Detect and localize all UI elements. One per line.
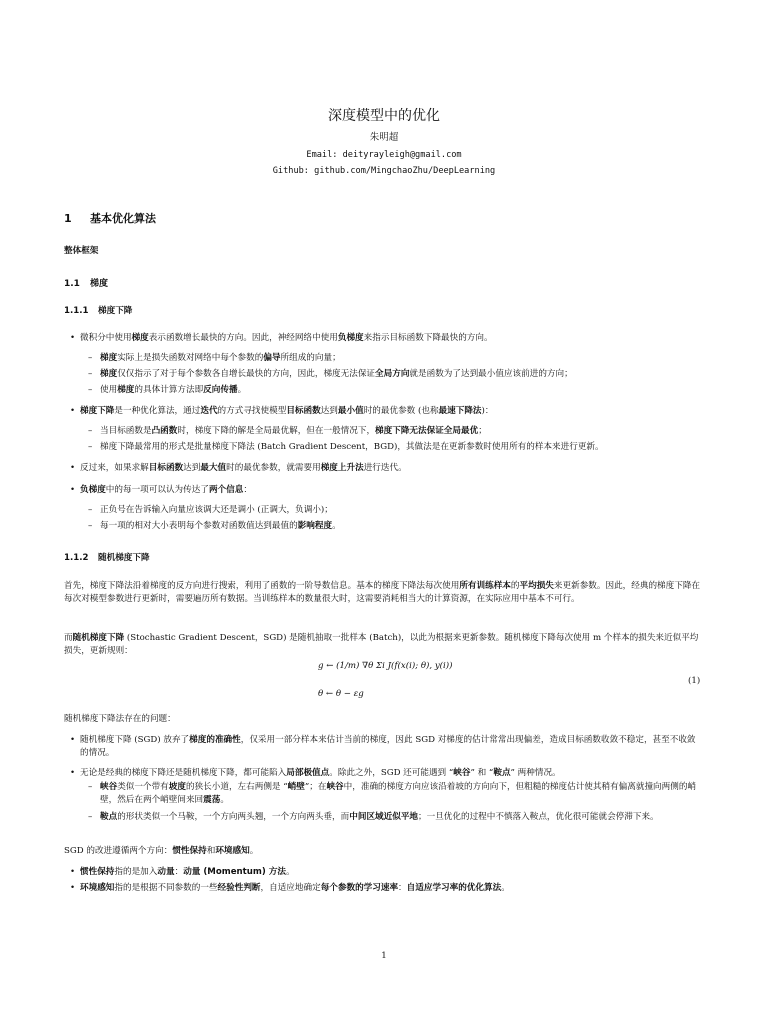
subsection-heading: 1.1 梯度	[64, 279, 109, 289]
list-item: • 惯性保持指的是加入动量：动量 (Momentum) 方法。	[80, 866, 700, 879]
list-item: • 环境感知指的是根据不同参数的一些经验性判断，自适应地确定每个参数的学习速率：自适应学习率的优化算法。	[80, 882, 700, 895]
paragraph-heading: 整体框架	[64, 246, 99, 256]
list-item: • 微积分中使用梯度表示函数增长最快的方向。因此，神经网络中使用负梯度来指示目标函数下降最快的方向。	[80, 332, 700, 345]
list-item: – 峡谷类似一个带有坡度的狭长小道，左右两侧是 “峭壁”；在峡谷中，准确的梯度方向应该沿着坡的方向向下，但粗糙的梯度估计使其稍有偏离就撞向两侧的峭壁，然后在两个峭壁间来回震荡。	[100, 781, 700, 808]
list-item: – 梯度下降最常用的形式是批量梯度下降法 (Batch Gradient Descent，BGD)，其做法是在更新参数时使用所有的样本来进行更新。	[100, 441, 700, 454]
list-item: – 每一项的相对大小表明每个参数对函数值达到最值的影响程度。	[100, 520, 700, 533]
list-item: • 负梯度中的每一项可以认为传达了两个信息：	[80, 484, 700, 497]
list-item: • 随机梯度下降 (SGD) 放弃了梯度的准确性，仅采用一部分样本来估计当前的梯度，因此 SGD 对梯度的估计常常出现偏差，造成目标函数收敛不稳定，甚至不收敛的情况。	[80, 734, 700, 761]
list-item: – 梯度实际上是损失函数对网络中每个参数的偏导所组成的向量；	[100, 352, 700, 365]
page-number: 1	[381, 951, 387, 961]
paragraph: SGD 的改进遵循两个方向：惯性保持和环境感知。	[64, 846, 259, 856]
paragraph: 而随机梯度下降 (Stochastic Gradient Descent，SGD) 是随机抽取一批样本 (Batch)，以此为根据来更新参数。随机梯度下降每次使用 m 个样本的损失来近似平均损失，更新规则：	[64, 633, 699, 657]
equation-update: θ ← θ − εg	[318, 689, 364, 699]
list-item: – 使用梯度的具体计算方法即反向传播。	[100, 384, 700, 397]
list-item: • 无论是经典的梯度下降还是随机梯度下降，都可能陷入局部极值点。除此之外，SGD 还可能遇到 “峡谷” 和 “鞍点” 两种情况。	[80, 767, 700, 780]
equation-number: (1)	[688, 676, 701, 686]
list-item: – 正负号在告诉输入向量应该调大还是调小 (正调大，负调小)；	[100, 504, 700, 517]
list-item: – 梯度仅仅指示了对于每个参数各自增长最快的方向，因此，梯度无法保证全局方向就是函数为了达到最小值应该前进的方向；	[100, 368, 700, 381]
list-item: • 梯度下降是一种优化算法，通过迭代的方式寻找使模型目标函数达到最小值时的最优参数 (也称最速下降法)：	[80, 405, 700, 418]
github-link: Github: github.com/MingchaoZhu/DeepLearning	[272, 166, 496, 176]
author-name: 朱明超	[369, 132, 399, 143]
paragraph: 随机梯度下降法存在的问题：	[64, 714, 176, 724]
subsubsection-heading-gd: 1.1.1 梯度下降	[64, 306, 133, 316]
list-item: – 鞍点的形状类似一个马鞍，一个方向两头翘，一个方向两头垂，而中间区域近似平地；一旦优化的过程中不慎落入鞍点，优化很可能就会停滞下来。	[100, 811, 700, 824]
list-item: • 反过来，如果求解目标函数达到最大值时的最优参数，就需要用梯度上升法进行迭代。	[80, 462, 700, 475]
author-email: Email: deityrayleigh@gmail.com	[306, 150, 462, 160]
paper-title: 深度模型中的优化	[328, 108, 440, 124]
equation-gradient: g ← (1/m) ∇θ Σi J(f(x(i); θ), y(i))	[318, 661, 453, 671]
paragraph: 首先，梯度下降法沿着梯度的反方向进行搜索，利用了函数的一阶导数信息。基本的梯度下降法每次使用所有训练样本的平均损失来更新参数。因此，经典的梯度下降在每次对模型参数进行更新时，需要遍历所有数据。当训练样本的数量很大时，这需要消耗相当大的计算资源，在实际应用中基本不可行。	[64, 581, 701, 605]
subsubsection-heading-sgd: 1.1.2 随机梯度下降	[64, 553, 150, 563]
list-item: – 当目标函数是凸函数时，梯度下降的解是全局最优解，但在一般情况下，梯度下降无法保证全局最优；	[100, 425, 700, 438]
section-heading: 1 基本优化算法	[64, 212, 156, 225]
